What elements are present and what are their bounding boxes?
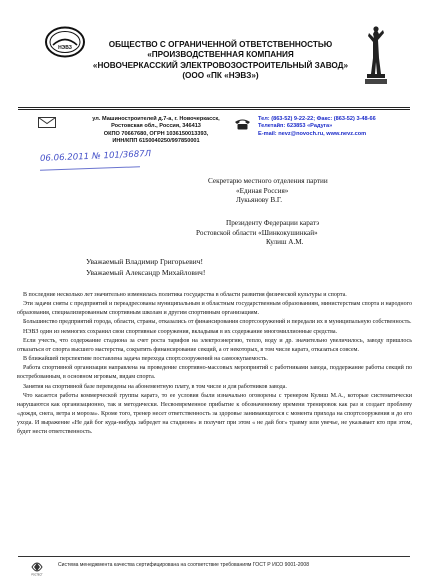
- cert-mark-label: РОСТЕСТ: [31, 573, 43, 576]
- header-rule-thin: [18, 109, 410, 110]
- certification-mark-icon: [30, 558, 44, 576]
- address-line: ул. Машиностроителей д.7-а, г. Новочеркасск,: [92, 116, 220, 122]
- contact-line: Телетайп: 623853 «Радуга»: [258, 123, 333, 130]
- address-line: Ростовская обл., Россия, 346413: [111, 123, 201, 130]
- paragraph: В ближайшей перспективе поставлена задача перехода спорт.сооружений на самоокупаемость.: [23, 356, 268, 363]
- company-line: (ООО «ПК «НЭВЗ»): [182, 70, 259, 80]
- company-line: «ПРОИЗВОДСТВЕННАЯ КОМПАНИЯ: [147, 50, 294, 60]
- phone-icon: [234, 118, 251, 130]
- footer-rule: [18, 556, 410, 557]
- quality-certification-note: Система менеджмента качества сертифицирована на соответствие требованиям ГОСТ Р ИСО 9001-2008: [58, 562, 310, 568]
- paragraph: Эти задачи сняты с предприятий и переадресованы муниципальным и областным государственным образованиям, министерствам спорта и народного образования, специализированным спортивным школам и другим спортивным организациям.: [17, 301, 412, 317]
- contact-email-line[interactable]: E-mail: nevz@novoch.ru, www.nevz.com: [258, 130, 367, 137]
- letter-body: [17, 291, 412, 438]
- company-line: «НОВОЧЕРКАССКИЙ ЭЛЕКТРОВОЗОСТРОИТЕЛЬНЫЙ ЗАВОД»: [92, 60, 349, 70]
- outgoing-ref-number: 06.06.2011 № 101/3687Л: [39, 149, 152, 164]
- address-line: ИНН/КПП 6150040250/997850001: [112, 138, 200, 145]
- address-line: ОКПО 70667680, ОГРН 1036150013393,: [103, 130, 209, 137]
- recipient-line: «Единая Россия»: [236, 186, 289, 195]
- envelope-icon: [38, 117, 56, 128]
- recipient-block-2: [196, 219, 320, 248]
- company-line: ОБЩЕСТВО С ОГРАНИЧЕННОЙ ОТВЕТСТВЕННОСТЬЮ: [108, 40, 333, 49]
- paragraph: В последние несколько лет значительно изменилась политика государства в области развития физической культуры и спорта.: [23, 292, 347, 298]
- ref-underline: [40, 166, 140, 170]
- recipient-line: Президенту Федерации каратэ: [226, 219, 320, 227]
- statue-emblem-icon: [362, 24, 390, 86]
- paragraph: Что касается работы коммерческой группы каратэ, то ее условия были изначально оговорены с тренером Кулиш М.А., которые систематически нарушаются как организационно, так и методически. Несвоевременное прибытие к обозначенному времени тренировок как раз и создает проблему «дождя, снега, ветра и мороза». Кроме того, тренер несет ответственность за здоровье занимающегося с момента прихода на спортсооружения и до его ухода. И выражение «Не дай бог куда-нибудь забредет на стадионе» и получит при этом « не дай бог» травму или увечье, не указывает кто при этом, будет нести ответственность.: [17, 392, 412, 436]
- contact-line: Тел: (863-52) 9-22-22; Факс: (863-52) 3-48-66: [258, 116, 376, 122]
- recipient-line: Ростовской области «Шинкокушинкай»: [196, 228, 318, 237]
- company-name: [88, 40, 353, 81]
- company-address: [86, 116, 226, 146]
- paragraph: Работа спортивной организации направлена на проведение спортивно-массовых мероприятий с работниками завода, поддержание работы секций по востребованным, в основном игровым, видам спорта.: [17, 365, 412, 381]
- recipient-line: Секретарю местного отделения партии: [208, 177, 328, 185]
- header-rule: [18, 107, 410, 108]
- recipient-line: Кулиш А.М.: [266, 238, 304, 247]
- paragraph: Если учесть, что содержание стадиона за счет роста тарифов на электроэнергию, тепло, воду и др. значительно увеличилось, заводу пришлось отказаться от спорта высшего мастерства, сократить финансирование секций, а от некоторых, в том числе каратэ, отказаться совсем.: [17, 337, 412, 353]
- paragraph: Занятия на спортивной базе переведены на абонементную плату, в том числе и для работников завода.: [23, 383, 287, 390]
- company-logo-icon: [44, 25, 86, 59]
- salutation: Уважаемый Владимир Григорьевич!: [86, 257, 204, 266]
- company-contacts: [258, 116, 376, 138]
- recipient-block-1: [208, 177, 328, 206]
- salutation: Уважаемый Александр Михайлович!: [86, 268, 206, 277]
- logo-letters: НЭВЗ: [58, 45, 72, 51]
- recipient-line: Лукьянову В.Г.: [236, 196, 283, 205]
- paragraph: НЭВЗ один из немногих сохранил свои спортивные сооружения, вкладывая в их содержание многомиллионные средства.: [23, 328, 338, 335]
- paragraph: Большинство предприятий города, области, страны, отказались от финансирования спортсооружений и передали их в муниципальную собственность.: [23, 319, 412, 326]
